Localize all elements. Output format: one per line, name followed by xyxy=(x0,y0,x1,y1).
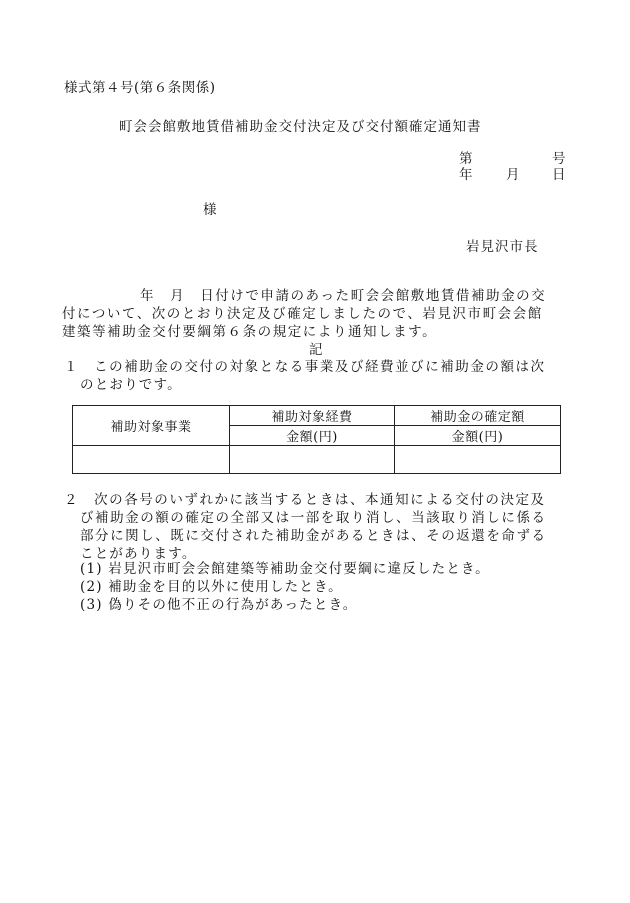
table-header-project: 補助対象事業 xyxy=(73,406,230,446)
section2-item-3: (3) 偽りその他不正の行為があったとき。 xyxy=(80,597,358,613)
reference-number-label: 第 xyxy=(459,151,473,167)
table-subheader-amount-yen: 金額(円) xyxy=(395,426,561,446)
date-year-label: 年 xyxy=(459,167,473,183)
table-subheader-cost-yen: 金額(円) xyxy=(230,426,395,446)
sender-name: 岩見沢市長 xyxy=(466,239,539,255)
date-month-label: 月 xyxy=(506,167,520,183)
table-cell-amount xyxy=(395,446,561,474)
body-line-2: 付について、次のとおり決定及び確定しましたので、岩見沢市町会会館 xyxy=(62,306,543,322)
table-cell-cost xyxy=(230,446,395,474)
ki-heading: 記 xyxy=(309,342,323,358)
grant-amount-table xyxy=(72,405,561,474)
table-header-eligible-cost: 補助対象経費 xyxy=(230,406,395,426)
addressee-honorific: 様 xyxy=(203,202,217,218)
table-row xyxy=(73,446,561,474)
date-day-label: 日 xyxy=(552,167,566,183)
section2-line-2: び補助金の額の確定の全部又は一部を取り消し、当該取り消しに係る xyxy=(80,510,547,526)
document-title: 町会会館敷地賃借補助金交付決定及び交付額確定通知書 xyxy=(119,119,482,135)
section1-line-2: のとおりです。 xyxy=(80,377,182,393)
form-number: 様式第４号(第６条関係) xyxy=(64,80,216,96)
table-cell-project xyxy=(73,446,230,474)
section2-line-4: ことがあります。 xyxy=(80,546,197,562)
section2-item-2: (2) 補助金を目的以外に使用したとき。 xyxy=(80,579,343,595)
section1-line-1: １ この補助金の交付の対象となる事業及び経費並びに補助金の額は次 xyxy=(64,359,546,375)
body-line-1: 年 月 日付けで申請のあった町会会館敷地賃借補助金の交 xyxy=(140,288,547,304)
section2-line-3: 部分に関し、既に交付された補助金があるときは、その返還を命ずる xyxy=(80,528,547,544)
table-header-confirmed-amount: 補助金の確定額 xyxy=(395,406,561,426)
section2-line-1: ２ 次の各号のいずれかに該当するときは、本通知による交付の決定及 xyxy=(64,492,546,508)
body-line-3: 建築等補助金交付要綱第６条の規定により通知します。 xyxy=(62,324,438,340)
section2-item-1: (1) 岩見沢市町会会館建築等補助金交付要綱に違反したとき。 xyxy=(80,561,490,577)
reference-number-suffix: 号 xyxy=(552,151,566,167)
